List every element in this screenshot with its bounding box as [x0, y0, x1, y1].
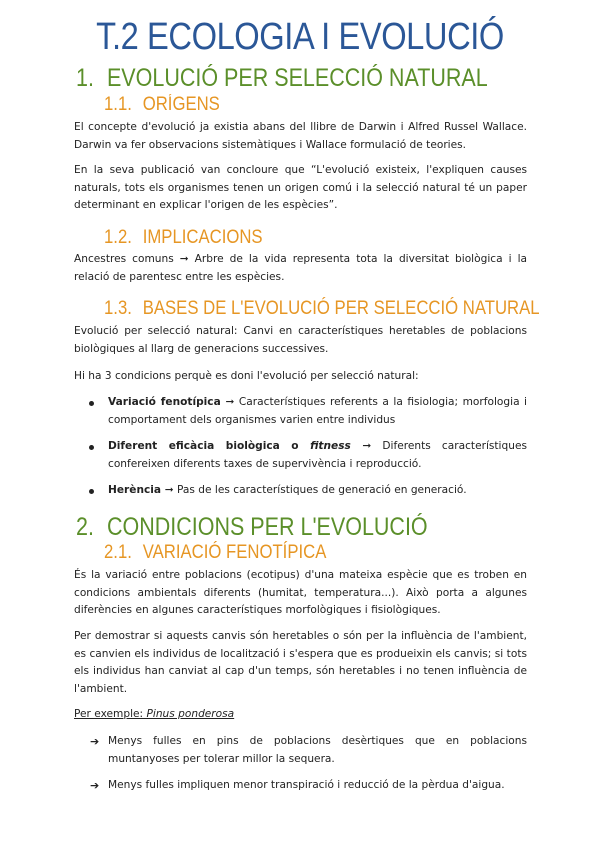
implications-paragraph: Ancestres comuns ➞ Arbre de la vida representa tota la diversitat biològica i la relació de parentesc entre les espècies. — [74, 253, 527, 283]
example-label-text: Per exemple: — [74, 708, 147, 720]
subsection-1-3-number: 1.3. — [104, 298, 132, 319]
condition-term: Herència ➞ — [108, 484, 174, 496]
subsection-1-3-title: BASES DE L'EVOLUCIÓ PER SELECCIÓ NATURAL — [142, 298, 540, 319]
bullet-dot-icon — [89, 401, 94, 406]
arrow-right-icon: ➔ — [90, 735, 100, 748]
example-species: Pinus ponderosa — [146, 708, 235, 720]
condition-text: Pas de les característiques de generació en generació. — [173, 484, 467, 496]
subsection-1-1-number: 1.1. — [104, 94, 132, 115]
condition-text: Característiques referents a la fisiologia; morfologia i comportament dels organismes varien entre individus — [108, 396, 527, 426]
section-2-title: CONDICIONS PER L'EVOLUCIÓ — [106, 513, 428, 541]
arrow-right-icon: ➔ — [90, 779, 100, 792]
variation-paragraph-1: És la variació entre poblacions (ecotipus) d'una mateixa espècie que es troben en condicions ambientals diferents (humitat, temperatura...). Això porta a algunes diferències en algunes característiques morfològiques i fisiològiques. — [74, 569, 527, 616]
subsection-1-2-number: 1.2. — [104, 227, 132, 248]
condition-arrow: ➞ — [350, 440, 372, 452]
bases-paragraph-2: Hi ha 3 condicions perquè es doni l'evolució per selecció natural: — [74, 370, 419, 382]
subsection-2-1-title: VARIACIÓ FENOTÍPICA — [142, 542, 327, 563]
section-1-title: EVOLUCIÓ PER SELECCIÓ NATURAL — [106, 64, 488, 92]
origins-paragraph-2: En la seva publicació van concloure que “L'evolució existeix, l'expliquen causes naturals, tots els organismes tenen un origen comú i la selecció natural té un paper determinant en explicar l'origen de les espècies”. — [74, 164, 527, 211]
subsection-1-2-title: IMPLICACIONS — [142, 227, 263, 248]
section-1-heading — [76, 63, 488, 93]
subsection-1-1-title: ORÍGENS — [142, 94, 220, 115]
bases-paragraph-1: Evolució per selecció natural: Canvi en característiques heretables de poblacions biològiques al llarg de generacions successives. — [74, 325, 527, 355]
condition-term: Diferent eficàcia biològica o — [108, 440, 311, 452]
subsection-2-1-heading — [104, 541, 326, 565]
origins-paragraph-1: El concepte d'evolució ja existia abans del llibre de Darwin i Alfred Russel Wallace. Darwin va fer observacions sistemàtiques i Wallace formulació de teories. — [74, 121, 527, 151]
condition-bullet-3 — [108, 482, 527, 500]
section-1-number: 1. — [76, 64, 94, 92]
bullet-dot-icon — [89, 445, 94, 450]
condition-text: Diferents característiques confereixen diferents taxes de supervivència i reproducció. — [108, 440, 527, 470]
bullet-dot-icon — [89, 489, 94, 494]
document-title: T.2 ECOLOGIA I EVOLUCIÓ — [96, 16, 504, 58]
variation-paragraph-2: Per demostrar si aquests canvis són heretables o són per la influència de l'ambient, es canvien els individus de localització i s'espera que es produeixin els canvis; si tots els individus han canviat al cap d'un temps, són heretables i no tenen influència de l'ambient. — [74, 630, 527, 695]
section-2-heading — [76, 512, 428, 542]
example-label — [74, 706, 234, 724]
condition-term-italic: fitness — [310, 440, 351, 452]
section-2-number: 2. — [76, 513, 94, 541]
condition-bullet-2 — [108, 438, 527, 473]
subsection-1-3-heading — [104, 297, 540, 321]
subsection-1-1-heading — [104, 93, 220, 117]
condition-term: Variació fenotípica ➞ — [108, 396, 235, 408]
example-point-2: Menys fulles impliquen menor transpiració i reducció de la pèrdua d'aigua. — [108, 779, 505, 791]
subsection-2-1-number: 2.1. — [104, 542, 132, 563]
example-point-1: Menys fulles en pins de poblacions desèrtiques que en poblacions muntanyoses per tolerar millor la sequera. — [108, 735, 527, 765]
subsection-1-2-heading — [104, 226, 263, 250]
condition-bullet-1 — [108, 394, 527, 429]
